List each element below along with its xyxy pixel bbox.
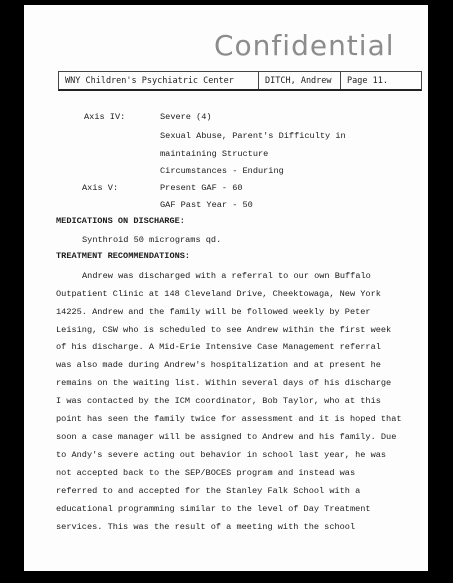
axis-iv-line: Severe (4) — [160, 112, 212, 122]
axis-v-label: Axis V: — [82, 183, 119, 193]
treatment-line: 14225. Andrew and the family will be followed weekly by Peter — [56, 307, 371, 317]
treatment-line: remains on the waiting list. Within several days of his discharge — [56, 378, 392, 388]
document-page — [24, 5, 428, 571]
treatment-line: soon a case manager will be assigned to Andrew and his family. Due — [56, 432, 397, 442]
treatment-heading: TREATMENT RECOMMENDATIONS: — [56, 251, 191, 261]
treatment-line: not accepted back to the SEP/BOCES program and instead was — [56, 468, 356, 478]
page-header — [58, 71, 422, 91]
patient-name: DITCH, Andrew — [259, 72, 341, 89]
treatment-line: educational programming similar to the level of Day Treatment — [56, 504, 371, 514]
treatment-line: I was contacted by the ICM coordinator, Bob Taylor, who at this — [56, 396, 381, 406]
axis-iv-line: Sexual Abuse, Parent's Difficulty in — [160, 131, 346, 141]
confidential-stamp: Confidential — [214, 29, 395, 62]
axis-iv-line: Circumstances - Enduring — [160, 166, 284, 176]
medication-item: Synthroid 50 micrograms qd. — [82, 235, 222, 245]
page-number: Page 11. — [347, 75, 388, 86]
treatment-line: Leising, CSW who is scheduled to see Andrew within the first week — [56, 325, 392, 335]
treatment-line: to Andy's severe acting out behavior in school last year, he was — [56, 450, 387, 460]
treatment-line: Andrew was discharged with a referral to our own Buffalo — [82, 271, 371, 281]
treatment-line: Outpatient Clinic at 148 Cleveland Drive, Cheektowaga, New York — [56, 289, 381, 299]
axis-iv-line: maintaining Structure — [160, 149, 269, 159]
axis-iv-label: Axis IV: — [84, 112, 126, 122]
axis-v-line: GAF Past Year - 50 — [160, 200, 253, 210]
organization-name: WNY Children's Psychiatric Center — [59, 72, 259, 89]
treatment-line: services. This was the result of a meeting with the school — [56, 522, 356, 532]
axis-v-line: Present GAF - 60 — [160, 183, 243, 193]
treatment-line: referred to and accepted for the Stanley Falk School with a — [56, 486, 361, 496]
treatment-line: was also made during Andrew's hospitalization and at present he — [56, 360, 381, 370]
treatment-line: of his discharge. A Mid-Erie Intensive Case Management referral — [56, 342, 381, 352]
medications-heading: MEDICATIONS ON DISCHARGE: — [56, 216, 185, 226]
treatment-line: point has seen the family twice for assessment and it is hoped that — [56, 414, 402, 424]
